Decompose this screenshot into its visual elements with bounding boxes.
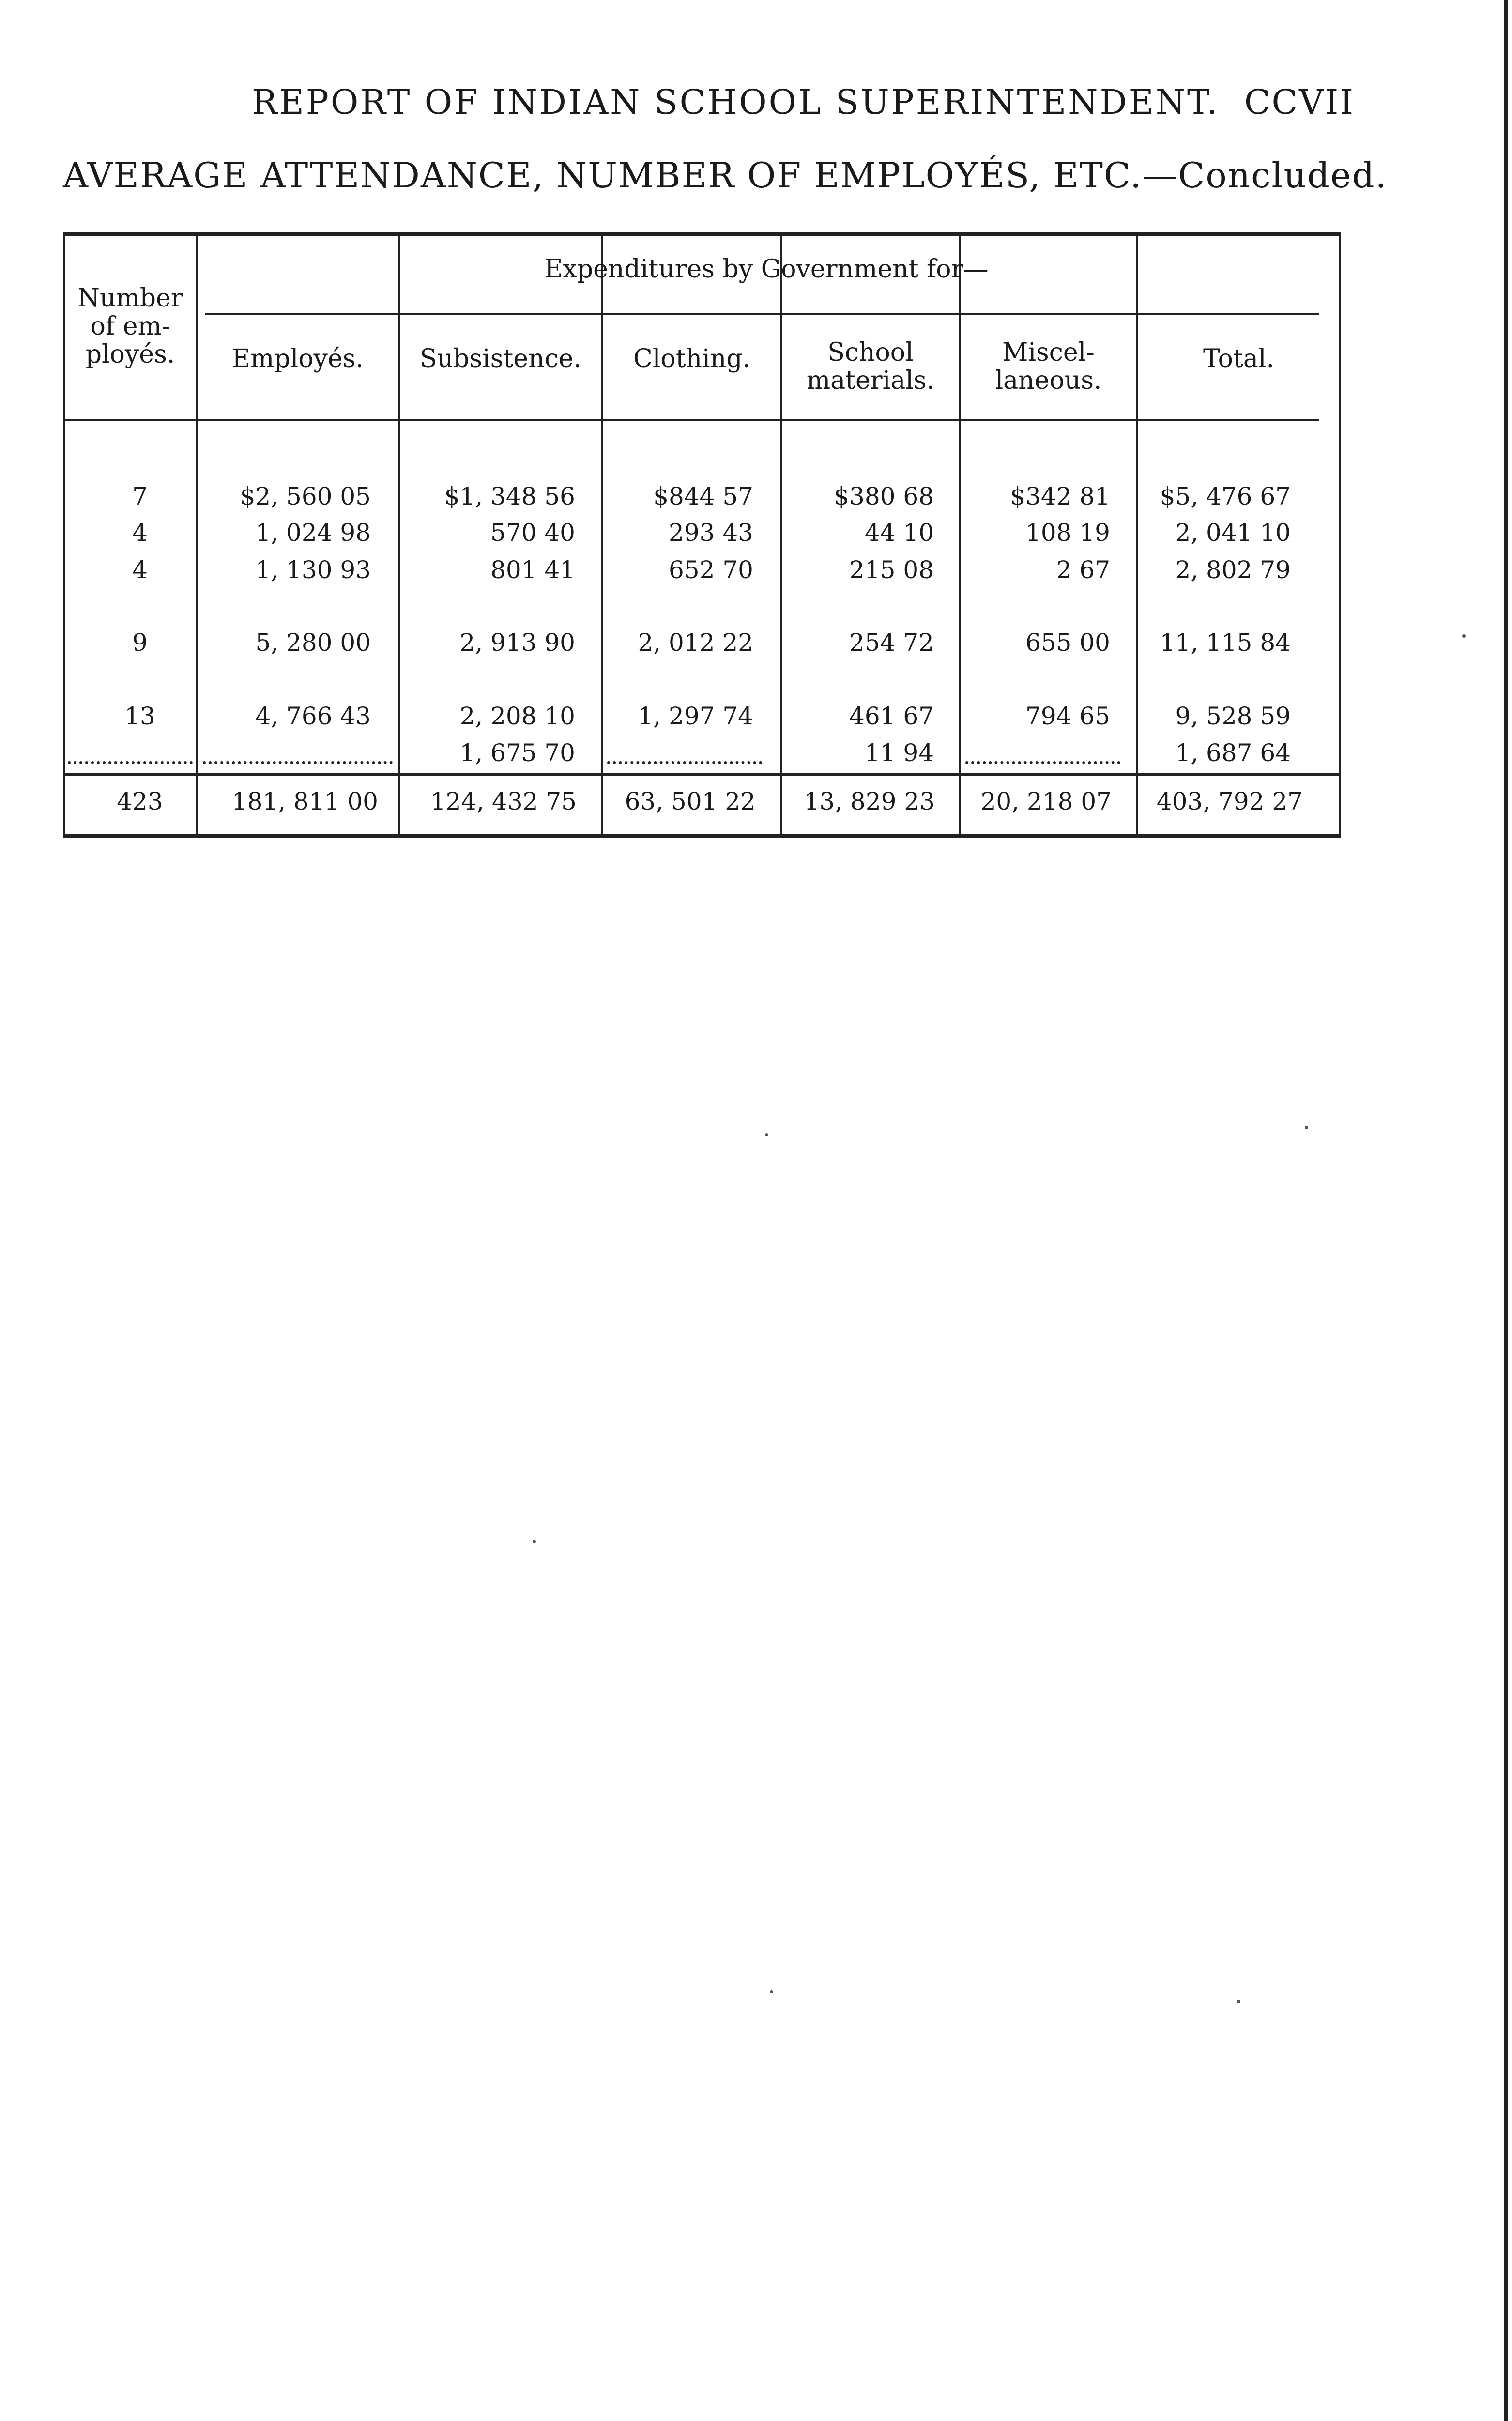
cell-miscellaneous: 2 67 [1056, 556, 1110, 584]
cell-subsistence: $1, 348 56 [444, 482, 575, 510]
print-speck [765, 1133, 768, 1136]
page-number: CCVII [1244, 82, 1355, 122]
cell-employes: 5, 280 00 [255, 628, 371, 657]
print-speck [1305, 1126, 1308, 1129]
header-line: laneous. [995, 366, 1102, 395]
column-rule [601, 236, 603, 834]
column-rule [398, 236, 400, 834]
header-total: Total. [1203, 344, 1274, 373]
total-count: 423 [117, 787, 163, 815]
cell-total: 2, 041 10 [1175, 519, 1291, 547]
table-caption: AVERAGE ATTENDANCE, NUMBER OF EMPLOYÉS, ETC.—Concluded. [63, 155, 1388, 196]
total-subsistence: 124, 432 75 [430, 787, 577, 815]
cell-school-materials: 215 08 [849, 556, 934, 584]
print-speck [770, 1990, 773, 1993]
cell-subsistence: 2, 913 90 [459, 628, 575, 657]
header-school-materials [782, 338, 959, 395]
cell-clothing: 293 43 [669, 519, 753, 547]
cell-miscellaneous: $342 81 [1010, 482, 1110, 510]
cell-clothing: $844 57 [653, 482, 753, 510]
cell-total: 9, 528 59 [1175, 702, 1291, 730]
cell-school-materials: 254 72 [849, 628, 934, 657]
cell-total: 11, 115 84 [1160, 628, 1291, 657]
cell-miscellaneous: 794 65 [1025, 702, 1110, 730]
total-clothing: 63, 501 22 [625, 787, 756, 815]
print-speck [533, 1540, 536, 1543]
column-rule [1136, 236, 1138, 834]
cell-count: 13 [124, 702, 155, 730]
total-miscellaneous: 20, 218 07 [980, 787, 1112, 815]
header-clothing: Clothing. [633, 344, 751, 373]
leader-dots [607, 761, 762, 764]
header-line: of em- [90, 312, 170, 341]
cell-school-materials: 44 10 [864, 519, 934, 547]
header-line: materials. [806, 366, 935, 395]
header-employes: Employés. [232, 344, 364, 373]
cell-clothing: 1, 297 74 [638, 702, 753, 730]
cell-employes: $2, 560 05 [240, 482, 371, 510]
cell-total: $5, 476 67 [1160, 482, 1291, 510]
cell-employes: 1, 024 98 [255, 519, 371, 547]
header-line: Miscel- [1002, 338, 1095, 367]
page-edge [1504, 0, 1508, 2421]
cell-subsistence: 1, 675 70 [459, 739, 575, 767]
cell-count: 9 [132, 628, 148, 657]
print-speck [1237, 2000, 1240, 2003]
leader-dots [965, 761, 1120, 764]
column-rule [196, 236, 198, 834]
print-speck [1462, 634, 1466, 638]
cell-school-materials: 11 94 [864, 739, 934, 767]
totals-rule [65, 773, 1339, 776]
column-rule [780, 236, 782, 834]
header-line: School [827, 338, 914, 367]
cell-miscellaneous: 655 00 [1025, 628, 1110, 657]
expenditure-table [63, 232, 1341, 838]
header-line: Number [77, 284, 183, 313]
cell-subsistence: 570 40 [490, 519, 575, 547]
cell-count: 4 [132, 519, 148, 547]
header-subsistence: Subsistence. [420, 344, 581, 373]
total-total: 403, 792 27 [1156, 787, 1303, 815]
cell-employes: 4, 766 43 [255, 702, 371, 730]
cell-employes: 1, 130 93 [255, 556, 371, 584]
cell-total: 2, 802 79 [1175, 556, 1291, 584]
cell-total: 1, 687 64 [1175, 739, 1291, 767]
leader-dots [203, 761, 393, 764]
total-employes: 181, 811 00 [231, 787, 378, 815]
cell-count: 7 [132, 482, 148, 510]
cell-clothing: 652 70 [669, 556, 753, 584]
total-school-materials: 13, 829 23 [804, 787, 935, 815]
running-title: REPORT OF INDIAN SCHOOL SUPERINTENDENT. [252, 82, 1220, 122]
group-header-rule [205, 313, 1319, 315]
cell-count: 4 [132, 556, 148, 584]
cell-school-materials: $380 68 [834, 482, 934, 510]
leader-dots [68, 761, 193, 764]
column-rule [959, 236, 961, 834]
cell-subsistence: 2, 208 10 [459, 702, 575, 730]
cell-clothing: 2, 012 22 [638, 628, 753, 657]
cell-miscellaneous: 108 19 [1025, 519, 1110, 547]
header-bottom-rule [65, 419, 1319, 421]
cell-school-materials: 461 67 [849, 702, 934, 730]
cell-subsistence: 801 41 [490, 556, 575, 584]
header-group-expenditures: Expenditures by Government for— [544, 255, 989, 284]
header-miscellaneous [961, 338, 1136, 395]
header-employes-count [65, 284, 196, 368]
header-line: ployés. [85, 340, 175, 369]
